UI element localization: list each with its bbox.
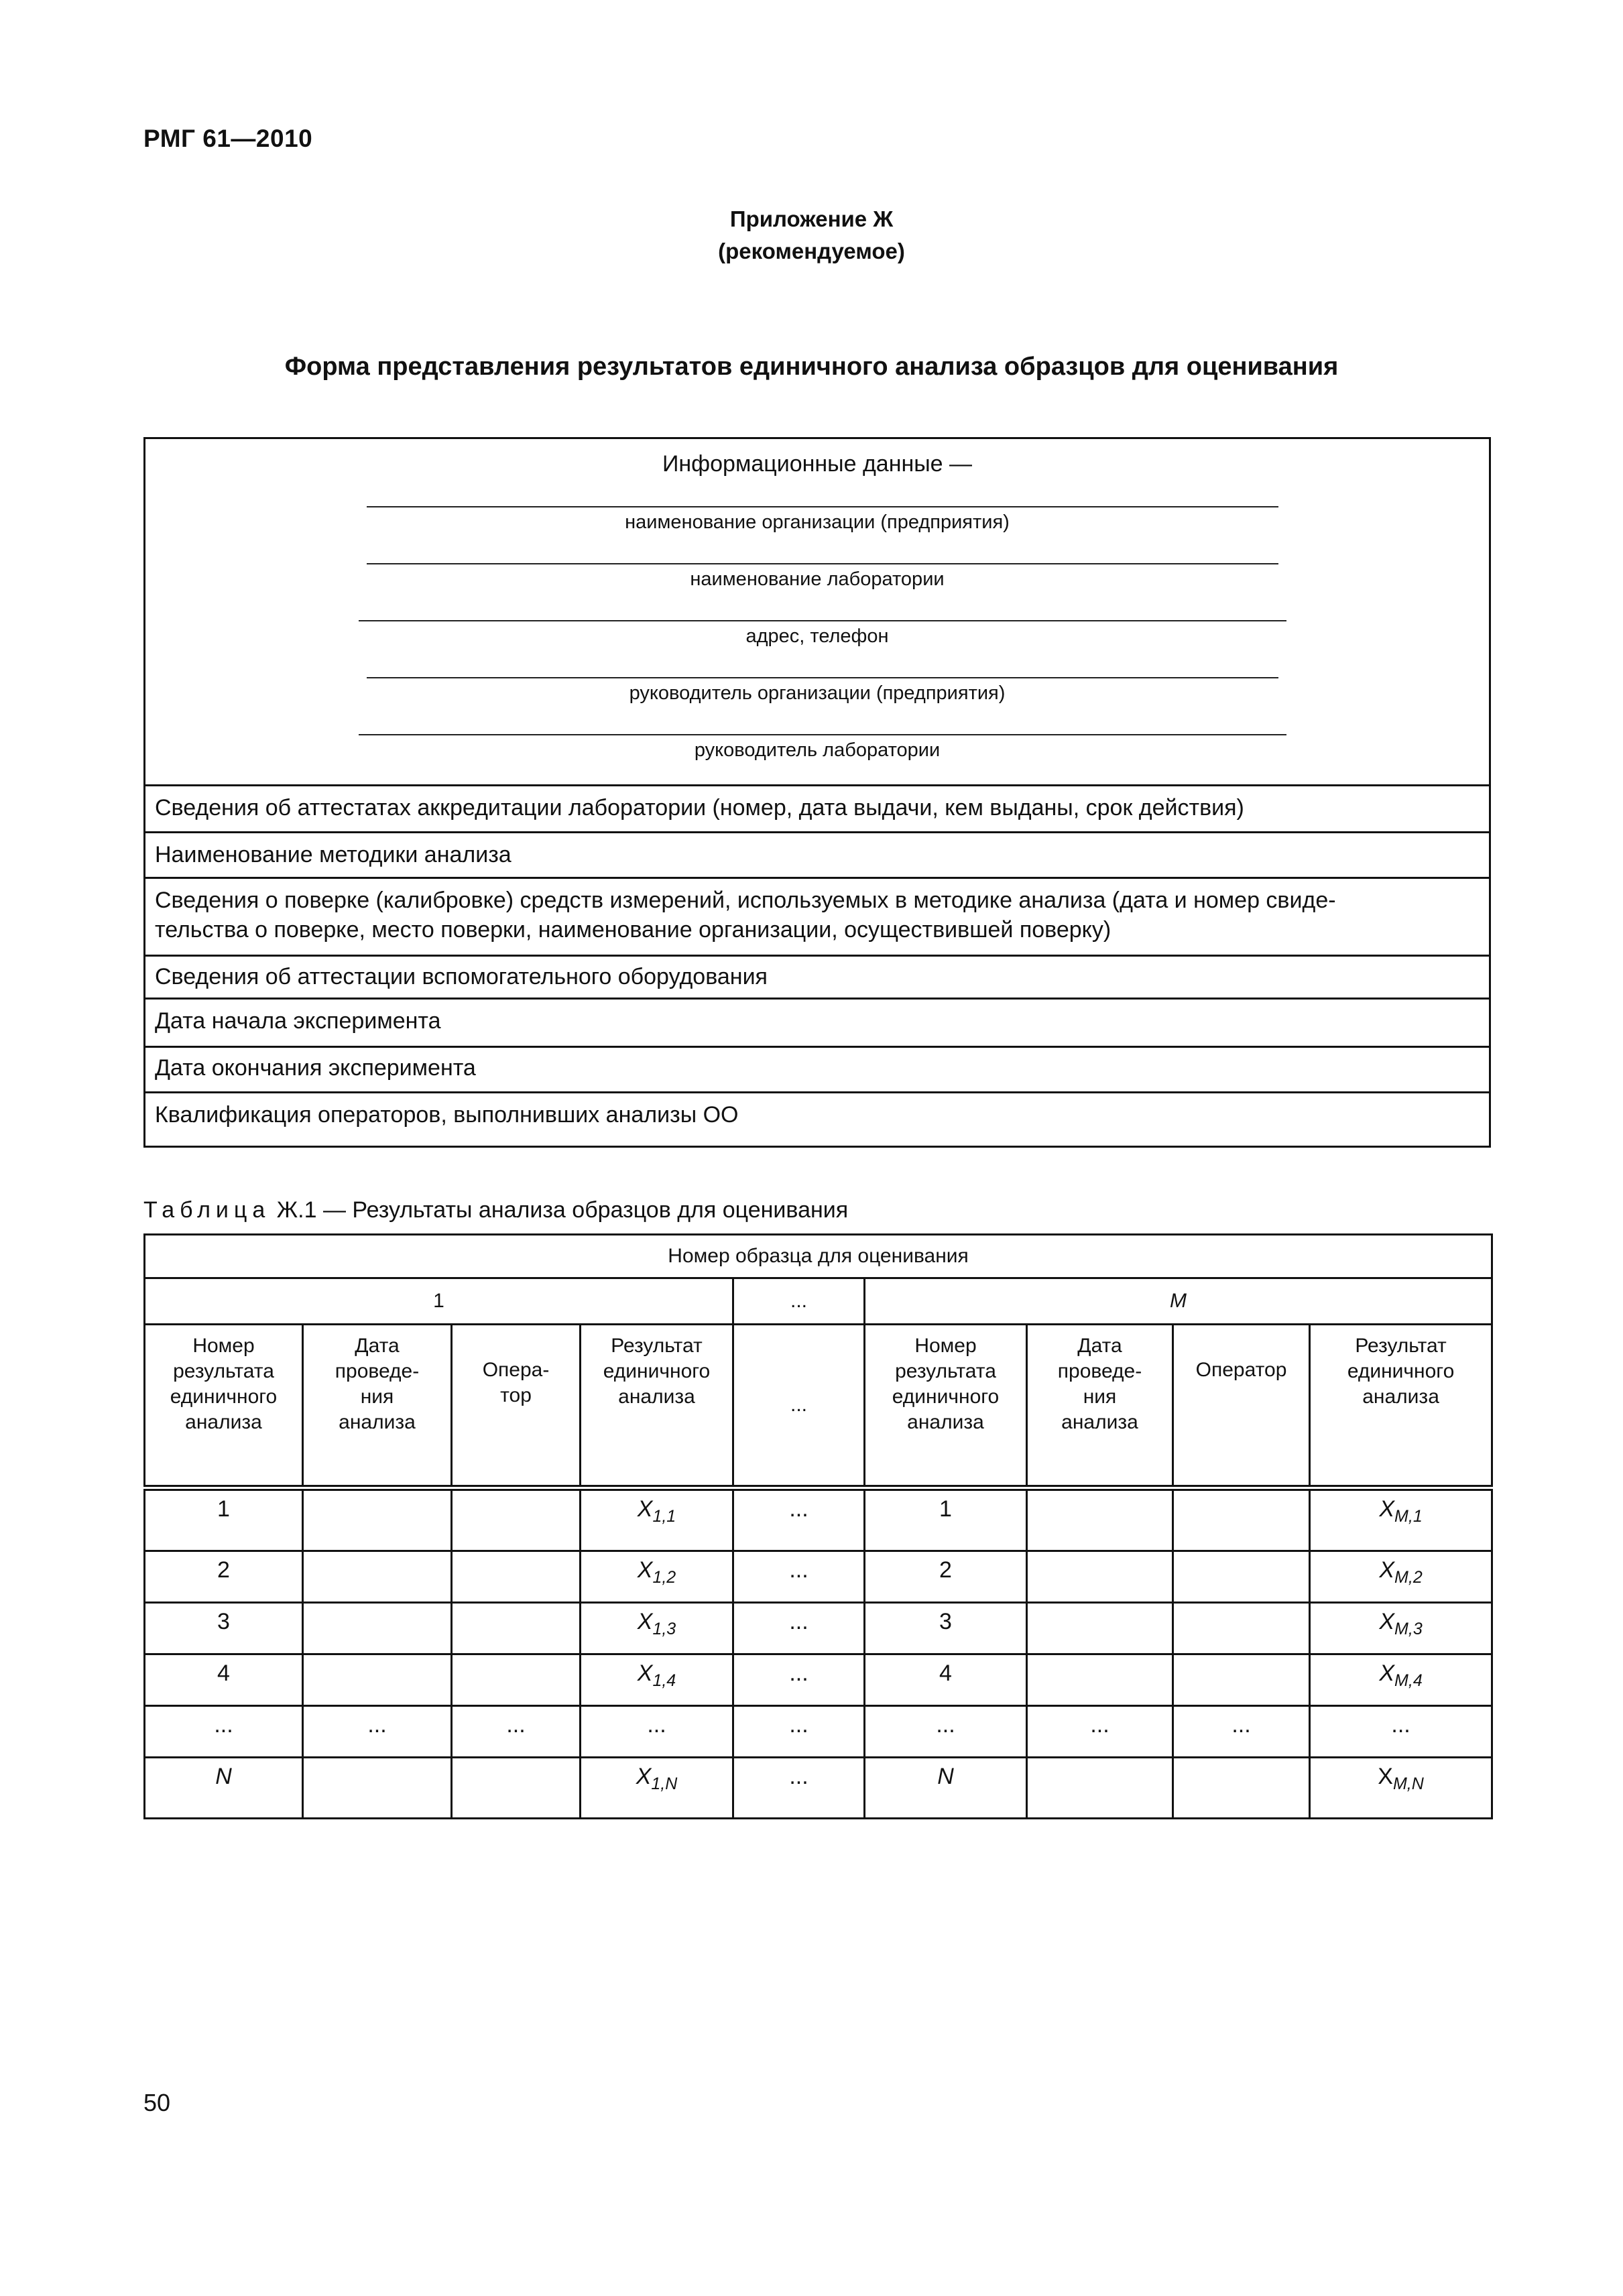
- form-title: Форма представления результатов единичного анализа образцов для оценивания: [284, 353, 1339, 381]
- table-caption: [143, 1197, 848, 1223]
- result-number-cell: 3: [865, 1603, 1027, 1654]
- result-number-cell: 2: [865, 1551, 1027, 1603]
- sample-group-ellipsis: ...: [733, 1278, 865, 1325]
- page-number: 50: [143, 2089, 171, 2116]
- row-text: Сведения о поверке (калибровке) средств измерений, используемых в методике анализа (дата и номер свиде-: [155, 888, 1336, 913]
- row-text: Сведения об аттестатах аккредитации лаборатории (номер, дата выдачи, кем выданы, срок действия): [155, 795, 1244, 821]
- result-number-cell: 3: [145, 1603, 303, 1654]
- field-caption: адрес, телефон: [745, 625, 889, 647]
- table-row: [145, 1551, 1492, 1603]
- ellipsis-cell: ...: [733, 1551, 865, 1603]
- table-row: [145, 1603, 1492, 1654]
- col-ellipsis: ...: [733, 1325, 865, 1488]
- result-cell: $X_{1,1}$: [581, 1488, 733, 1551]
- col-operator: Опера- тор: [452, 1325, 581, 1488]
- sample-group-m: M: [865, 1278, 1492, 1325]
- appendix-status: (рекомендуемое): [718, 239, 905, 263]
- result-cell: $X_{M,2}$: [1310, 1551, 1492, 1603]
- field-caption: руководитель лаборатории: [694, 739, 941, 761]
- operator-cell[interactable]: [1173, 1654, 1310, 1706]
- operator-cell[interactable]: [1173, 1603, 1310, 1654]
- result-cell: $X_{1,N}$: [581, 1758, 733, 1819]
- result-number-cell: 4: [865, 1654, 1027, 1706]
- result-cell: $X_{M,3}$: [1310, 1603, 1492, 1654]
- result-cell: $X_{1,2}$: [581, 1551, 733, 1603]
- blank-line[interactable]: [367, 506, 1278, 507]
- sample-number-header: Номер образца для оценивания: [145, 1235, 1492, 1278]
- appendix-title: Приложение Ж: [729, 206, 894, 231]
- date-cell[interactable]: [303, 1758, 452, 1819]
- ellipsis-cell: ...: [1173, 1706, 1310, 1758]
- ellipsis-cell: ...: [581, 1706, 733, 1758]
- results-table: [143, 1233, 1493, 1819]
- date-cell[interactable]: [1027, 1654, 1173, 1706]
- table-row: [145, 1758, 1492, 1819]
- blank-line[interactable]: [359, 734, 1286, 735]
- row-text: Сведения об аттестации вспомогательного оборудования: [155, 964, 768, 989]
- operator-cell[interactable]: [452, 1603, 581, 1654]
- row-text: Наименование методики анализа: [155, 842, 512, 867]
- info-row-equipment: [145, 957, 1489, 1000]
- field-caption: наименование организации (предприятия): [625, 511, 1010, 533]
- blank-line[interactable]: [359, 620, 1286, 621]
- col-operator-m: Оператор: [1173, 1325, 1310, 1488]
- info-row-accreditation: [145, 786, 1489, 833]
- table-row: [145, 1654, 1492, 1706]
- ellipsis-cell: ...: [145, 1706, 303, 1758]
- operator-cell[interactable]: [452, 1758, 581, 1819]
- result-number-cell: N: [865, 1758, 1027, 1819]
- result-cell: $X_{1,3}$: [581, 1603, 733, 1654]
- col-analysis-date-m: Дата проведе- ния анализа: [1027, 1325, 1173, 1488]
- date-cell[interactable]: [1027, 1758, 1173, 1819]
- info-row-operators: [145, 1093, 1489, 1146]
- row-text: тельства о поверке, место поверки, наименование организации, осуществившей поверку): [155, 917, 1111, 943]
- col-result-number-m: Номер результата единичного анализа: [865, 1325, 1027, 1488]
- operator-cell[interactable]: [452, 1654, 581, 1706]
- result-number-cell: N: [145, 1758, 303, 1819]
- result-number-cell: 1: [865, 1488, 1027, 1551]
- date-cell[interactable]: [303, 1603, 452, 1654]
- date-cell[interactable]: [303, 1488, 452, 1551]
- ellipsis-cell: ...: [452, 1706, 581, 1758]
- ellipsis-cell: ...: [733, 1603, 865, 1654]
- operator-cell[interactable]: [1173, 1758, 1310, 1819]
- col-analysis-date: Дата проведе- ния анализа: [303, 1325, 452, 1488]
- col-result-number: Номер результата единичного анализа: [145, 1325, 303, 1488]
- row-text: Дата начала эксперимента: [155, 1008, 441, 1034]
- operator-cell[interactable]: [452, 1551, 581, 1603]
- row-text: Квалификация операторов, выполнивших анализы ОО: [155, 1102, 739, 1128]
- info-row-end-date: [145, 1048, 1489, 1093]
- ellipsis-cell: ...: [733, 1758, 865, 1819]
- table-column-headers: [145, 1325, 1492, 1488]
- date-cell[interactable]: [1027, 1488, 1173, 1551]
- document-code: РМГ 61—2010: [143, 125, 313, 152]
- row-text: Дата окончания эксперимента: [155, 1055, 476, 1081]
- table-caption-word: Таблица: [143, 1197, 271, 1223]
- date-cell[interactable]: [1027, 1603, 1173, 1654]
- ellipsis-cell: ...: [1027, 1706, 1173, 1758]
- sample-group-1: 1: [145, 1278, 733, 1325]
- blank-line[interactable]: [367, 563, 1278, 564]
- col-single-result: Результат единичного анализа: [581, 1325, 733, 1488]
- result-cell: $X_{M,N}$: [1310, 1758, 1492, 1819]
- info-data-section: [145, 439, 1489, 786]
- table-header-row: [145, 1278, 1492, 1325]
- info-form-box: [143, 437, 1491, 1148]
- operator-cell[interactable]: [1173, 1488, 1310, 1551]
- field-caption: наименование лаборатории: [690, 568, 945, 590]
- operator-cell[interactable]: [1173, 1551, 1310, 1603]
- ellipsis-cell: ...: [733, 1654, 865, 1706]
- col-single-result-m: Результат единичного анализа: [1310, 1325, 1492, 1488]
- info-row-method: [145, 833, 1489, 879]
- result-number-cell: 1: [145, 1488, 303, 1551]
- table-header-row: [145, 1235, 1492, 1278]
- result-cell: $X_{M,1}$: [1310, 1488, 1492, 1551]
- result-cell: $X_{M,4}$: [1310, 1654, 1492, 1706]
- ellipsis-cell: ...: [303, 1706, 452, 1758]
- ellipsis-cell: ...: [865, 1706, 1027, 1758]
- ellipsis-cell: ...: [733, 1706, 865, 1758]
- info-row-calibration: [145, 879, 1489, 957]
- info-row-start-date: [145, 1000, 1489, 1048]
- date-cell[interactable]: [303, 1551, 452, 1603]
- date-cell[interactable]: [1027, 1551, 1173, 1603]
- field-caption: руководитель организации (предприятия): [629, 682, 1006, 704]
- table-row-ellipsis: [145, 1706, 1492, 1758]
- table-caption-text: Ж.1 — Результаты анализа образцов для оценивания: [276, 1197, 849, 1223]
- result-cell: $X_{1,4}$: [581, 1654, 733, 1706]
- blank-line[interactable]: [367, 677, 1278, 678]
- date-cell[interactable]: [303, 1654, 452, 1706]
- result-number-cell: 4: [145, 1654, 303, 1706]
- ellipsis-cell: ...: [733, 1488, 865, 1551]
- operator-cell[interactable]: [452, 1488, 581, 1551]
- table-row: [145, 1488, 1492, 1551]
- ellipsis-cell: ...: [1310, 1706, 1492, 1758]
- result-number-cell: 2: [145, 1551, 303, 1603]
- info-heading: Информационные данные —: [662, 451, 973, 477]
